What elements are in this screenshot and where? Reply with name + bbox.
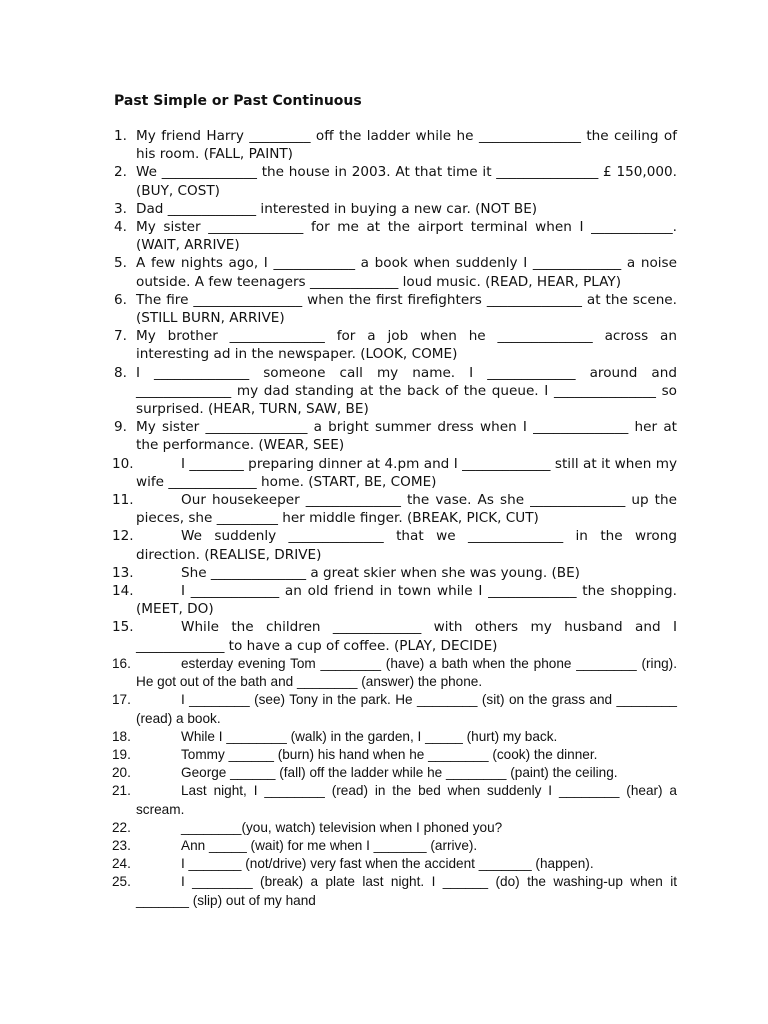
- item-text: George ______ (fall) off the ladder while he ________ (paint) the ceiling.: [181, 765, 618, 781]
- exercise-item-11: [114, 491, 677, 527]
- item-number: 15.: [112, 619, 134, 636]
- item-number: 8.: [114, 364, 127, 381]
- exercise-item-5: [114, 254, 677, 290]
- item-number: 18.: [112, 728, 131, 744]
- exercise-item-4: [114, 218, 677, 254]
- item-number: 14.: [112, 583, 134, 600]
- item-number: 13.: [112, 564, 134, 581]
- item-text: I _____________ an old friend in town while I _____________ the shopping. (MEET, DO): [136, 583, 677, 618]
- exercise-item-13: [114, 564, 677, 582]
- exercise-item-19: [114, 746, 677, 764]
- item-number: 23.: [112, 837, 131, 853]
- item-number: 3.: [114, 200, 127, 217]
- exercise-item-17: [114, 691, 677, 727]
- item-number: 20.: [112, 765, 131, 781]
- exercise-list: [114, 127, 677, 910]
- item-text: I ________ preparing dinner at 4.pm and I _____________ still at it when my wife _____________ home. (START, BE, COME): [136, 455, 677, 490]
- exercise-item-10: [114, 455, 677, 491]
- item-number: 11.: [112, 492, 134, 509]
- exercise-item-12: [114, 527, 677, 563]
- item-number: 1.: [114, 128, 127, 144]
- item-text: We suddenly ______________ that we ______________ in the wrong direction. (REALISE, DRIVE): [136, 528, 677, 563]
- exercise-item-2: [114, 163, 677, 199]
- worksheet-title: Past Simple or Past Continuous: [114, 93, 362, 109]
- item-number: 5.: [114, 255, 127, 272]
- item-number: 19.: [112, 746, 131, 762]
- exercise-item-8: [114, 364, 677, 419]
- exercise-item-9: [114, 418, 677, 454]
- item-number: 7.: [114, 328, 127, 345]
- exercise-item-6: [114, 291, 677, 327]
- exercise-item-21: [114, 782, 677, 818]
- exercise-item-24: [114, 855, 677, 873]
- item-text: Last night, I ________ (read) in the bed when suddenly I ________ (hear) a scream.: [136, 783, 677, 817]
- item-number: 9.: [114, 419, 127, 436]
- item-text: Ann _____ (wait) for me when I _______ (arrive).: [181, 837, 478, 853]
- item-text: Our housekeeper ______________ the vase. As she ______________ up the pieces, she _________ her middle finger. (BREAK, PICK, CUT): [136, 492, 677, 527]
- exercise-item-20: [114, 764, 677, 782]
- item-text: I _______ (not/drive) very fast when the accident _______ (happen).: [181, 856, 594, 872]
- exercise-item-18: [114, 728, 677, 746]
- exercise-item-25: [114, 873, 677, 909]
- item-text: I ________ (break) a plate last night. I ______ (do) the washing-up when it _______ (slip) out of my hand: [136, 874, 677, 908]
- exercise-item-7: [114, 327, 677, 363]
- item-number: 17.: [112, 692, 131, 708]
- item-text: A few nights ago, I ____________ a book when suddenly I _____________ a noise outside. A few teenagers _____________ loud music. (READ, HEAR, PLAY): [136, 255, 677, 290]
- item-text: esterday evening Tom ________ (have) a bath when the phone ________ (ring). He got out of the bath and ________ (answer) the phone.: [136, 655, 677, 690]
- item-text: I ______________ someone call my name. I _____________ around and ______________ my dad standing at the back of the queue. I _______________ so surprised. (HEAR, TURN, SAW, BE): [136, 364, 677, 418]
- item-number: 12.: [112, 528, 134, 545]
- item-number: 22.: [112, 819, 131, 835]
- exercise-item-1: [114, 127, 677, 163]
- item-number: 4.: [114, 219, 127, 236]
- item-text: My sister ______________ for me at the airport terminal when I ____________. (WAIT, ARRIVE): [136, 219, 677, 254]
- item-number: 10.: [112, 455, 134, 472]
- item-text: The fire ________________ when the first firefighters ______________ at the scene. (STILL BURN, ARRIVE): [136, 291, 677, 327]
- exercise-item-14: [114, 582, 677, 618]
- item-text: ________(you, watch) television when I phoned you?: [181, 819, 503, 835]
- item-number: 6.: [114, 291, 127, 308]
- exercise-item-16: [114, 655, 677, 691]
- item-text: Tommy ______ (burn) his hand when he ________ (cook) the dinner.: [181, 746, 598, 762]
- item-number: 16.: [112, 655, 131, 671]
- item-text: She ______________ a great skier when she was young. (BE): [181, 564, 580, 581]
- exercise-item-15: [114, 618, 677, 654]
- item-number: 21.: [112, 783, 131, 799]
- item-number: 24.: [112, 856, 131, 872]
- item-text: My friend Harry _________ off the ladder while he _______________ the ceiling of his room. (FALL, PAINT): [136, 128, 677, 163]
- item-text: My sister _______________ a bright summer dress when I ______________ her at the performance. (WEAR, SEE): [136, 419, 677, 454]
- item-text: Dad _____________ interested in buying a new car. (NOT BE): [136, 200, 538, 217]
- item-number: 2.: [114, 164, 127, 181]
- exercise-item-23: [114, 837, 677, 855]
- item-text: I ________ (see) Tony in the park. He ________ (sit) on the grass and ________ (read) a book.: [136, 692, 677, 726]
- item-text: My brother ______________ for a job when he ______________ across an interesting ad in the newspaper. (LOOK, COME): [136, 328, 677, 363]
- item-number: 25.: [112, 874, 131, 890]
- exercise-item-22: [114, 819, 677, 837]
- item-text: We ______________ the house in 2003. At that time it _______________ £ 150,000. (BUY, COST): [136, 164, 677, 199]
- exercise-item-3: [114, 200, 677, 218]
- worksheet-page: [114, 91, 677, 910]
- item-text: While the children _____________ with others my husband and I _____________ to have a cup of coffee. (PLAY, DECIDE): [136, 619, 677, 654]
- item-text: While I ________ (walk) in the garden, I _____ (hurt) my back.: [181, 728, 558, 744]
